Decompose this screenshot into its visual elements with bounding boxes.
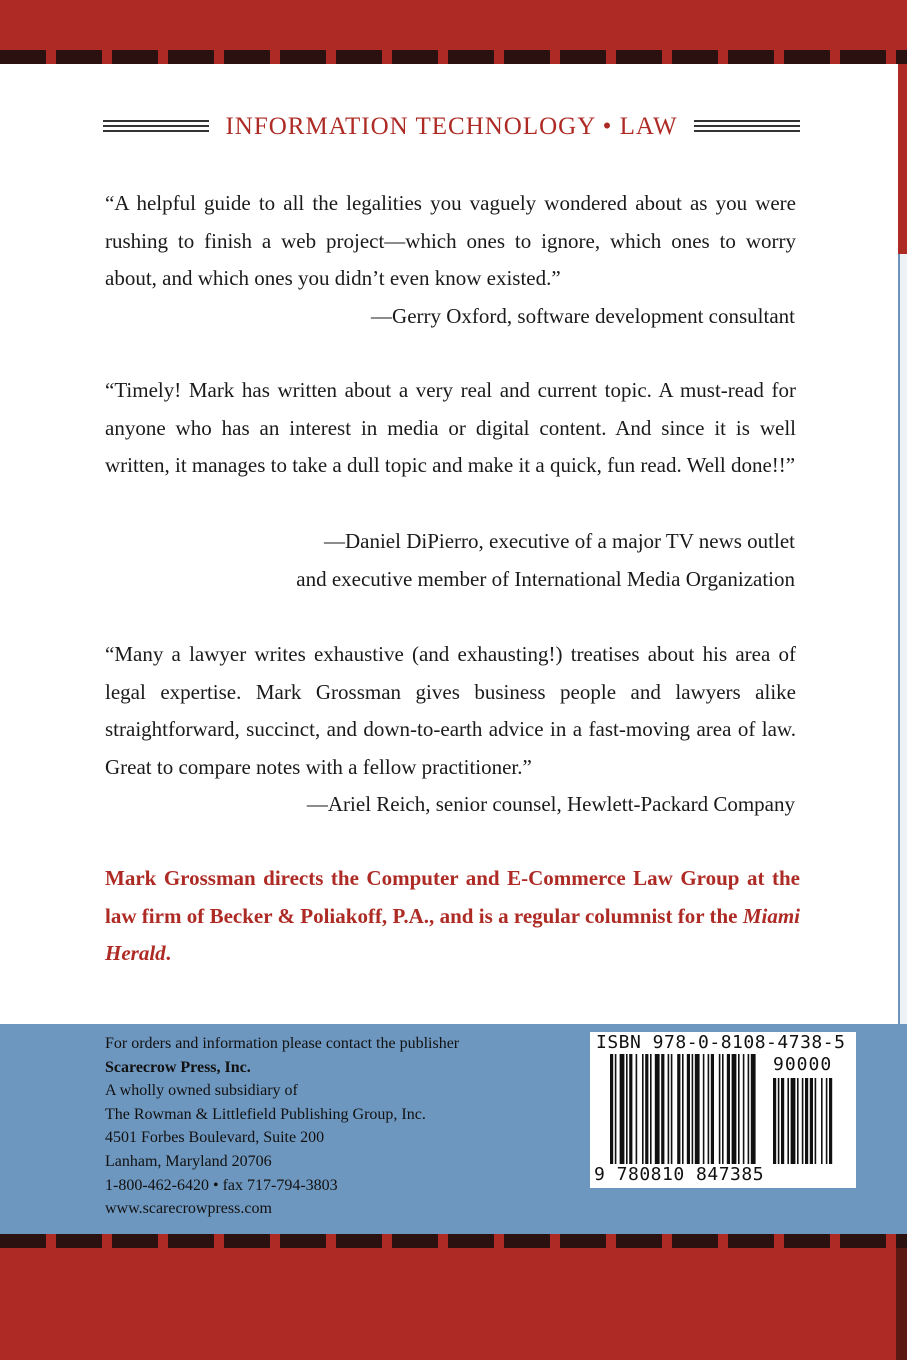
bio-text-end: . (165, 941, 171, 965)
quote-2-attribution-line2: and executive member of International Media Organization (296, 567, 795, 591)
quote-3: “Many a lawyer writes exhaustive (and exhausting!) treatises about his area of legal expertise. Mark Grossman gives business people and lawyers alike straightforward, succinct, and down-to-earth advice in a fast-moving area of law. Great to compare notes with a fellow practitioner.” (105, 642, 796, 779)
price-code: 90000 (773, 1054, 833, 1075)
author-bio (105, 860, 800, 973)
bio-publication: Miami Herald (105, 903, 800, 965)
author-name: Mark Grossman (105, 866, 256, 890)
quote-2: “Timely! Mark has written about a very real and current topic. A must-read for anyone who has an interest in media or digital content. And since it is well written, it manages to take a dull topic and make it a quick, fun read. Well done!!” (105, 378, 796, 477)
header-rule-right (694, 120, 800, 134)
bio-text: directs the Computer and E-Commerce Law Group at the law firm of Becker & Poliakoff, P.A., and is a regular columnist for the (105, 866, 800, 928)
publisher-intro: For orders and information please contact the publisher (105, 1035, 460, 1052)
bottom-right-edge (896, 1248, 907, 1360)
right-edge-strip (898, 64, 907, 1024)
quote-1: “A helpful guide to all the legalities you vaguely wondered about as you were rushing to finish a web project—which ones to ignore, which ones to worry about, and which ones you didn’t even know existed.” (105, 191, 796, 290)
quote-1-attribution: —Gerry Oxford, software development consultant (371, 304, 795, 328)
bottom-red-band (0, 1248, 907, 1360)
publisher-city: Lanham, Maryland 20706 (105, 1152, 272, 1170)
publisher-name: Scarecrow Press, Inc. (105, 1058, 251, 1076)
top-dash-border (0, 50, 907, 64)
bottom-dash-border (0, 1234, 907, 1248)
publisher-info (105, 1032, 575, 1221)
publisher-phone: 1-800-462-6420 • fax 717-794-3803 (105, 1176, 338, 1194)
isbn-barcode (590, 1032, 856, 1188)
publisher-line-2: The Rowman & Littlefield Publishing Group, Inc. (105, 1105, 426, 1123)
category-title: INFORMATION TECHNOLOGY • LAW (225, 113, 678, 140)
publisher-line-1: A wholly owned subsidiary of (105, 1082, 298, 1100)
top-red-band (0, 0, 907, 50)
isbn-number: ISBN 978-0-8108-4738-5 (596, 1032, 846, 1053)
ean-number: 9 780810 847385 (594, 1164, 765, 1185)
publisher-address: 4501 Forbes Boulevard, Suite 200 (105, 1129, 325, 1147)
publisher-website: www.scarecrowpress.com (105, 1200, 272, 1218)
quote-2-attribution-line1: —Daniel DiPierro, executive of a major TV news outlet (323, 529, 795, 553)
quote-3-attribution: —Ariel Reich, senior counsel, Hewlett-Packard Company (306, 792, 795, 816)
category-header (103, 110, 800, 144)
